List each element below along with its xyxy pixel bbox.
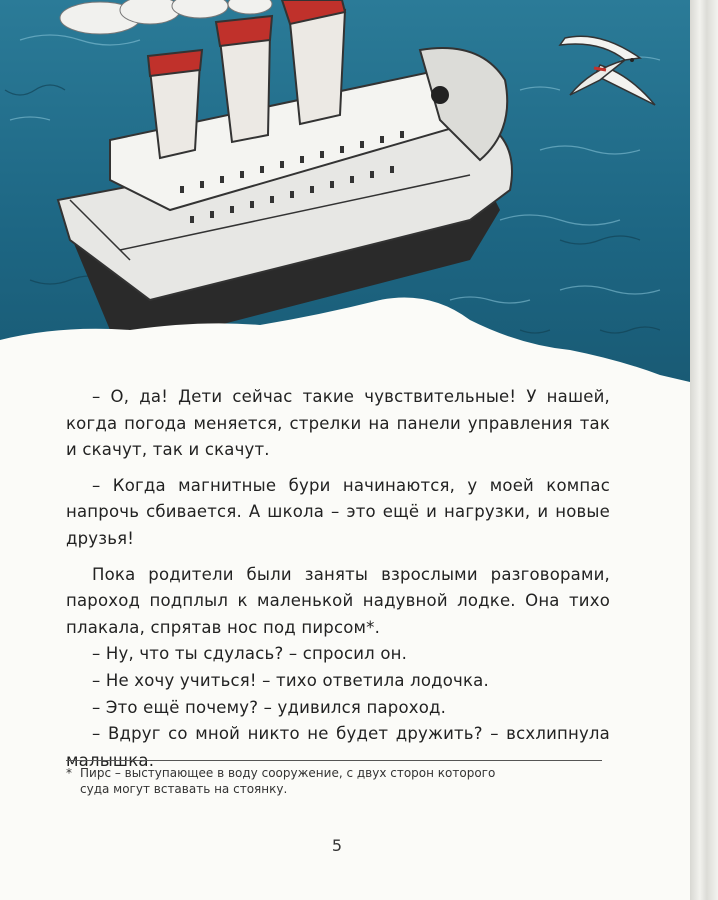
page-number: 5 [331,836,343,855]
steamship-illustration [0,0,690,390]
footnote [66,765,596,797]
footnote-divider [66,760,602,761]
ship-eye [431,86,449,104]
footnote-mark: * [66,766,72,780]
footnote-line: Пирс – выступающее в воду сооружение, с двух сторон которого [80,766,496,780]
paragraph: – Это ещё почему? – удивился пароход. [92,697,447,717]
paragraph: Пока родители были заняты взрослыми разговорами, пароход подплыл к маленькой надувной лодке. Она тихо плакала, спрятав нос под пирсом*. [66,564,610,637]
paragraph: – О, да! Дети сейчас такие чувствительные! У нашей, когда погода меняется, стрелки на панели управления так и скачут, так и скачут. [66,387,610,460]
paragraph: – Когда магнитные бури начинаются, у моей компас напрочь сбивается. А школа – это ещё и нагрузки, и новые друзья! [66,475,610,548]
paragraph: – Не хочу учиться! – тихо ответила лодочка. [92,670,489,690]
paragraph: – Ну, что ты сдулась? – спросил он. [92,644,408,664]
footnote-line: суда могут вставать на стоянку. [80,782,288,796]
paragraph: – Вдруг со мной никто не будет дружить? – всхлипнула малышка. [66,724,610,770]
book-page-edges [690,0,718,900]
story-text [66,384,610,774]
